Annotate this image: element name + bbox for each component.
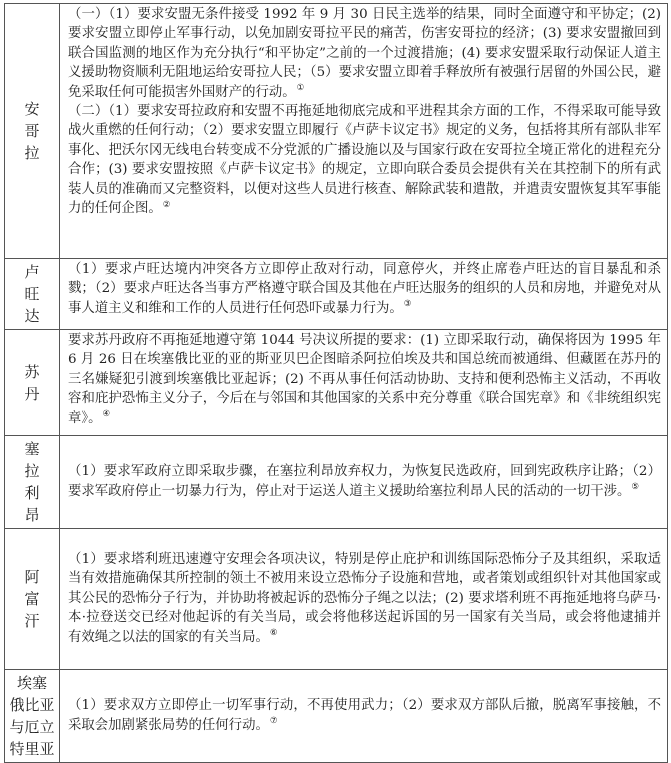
- demand-paragraph: [68, 5, 661, 102]
- demand-paragraph: [68, 331, 661, 428]
- demand-text: （1）要求塔利班迅速遵守安理会各项决议，特别是停止庇护和训练国际恐怖分子及其组织，采取适当有效措施确保其所控制的领土不被用来设立恐怖分子设施和营地，或者策划或组织针对其他国家或其公民的恐怖分子行为，并协助将被起诉的恐怖分子绳之以法；(2) 要求塔利班不再拖延地将乌萨马·本·拉登送交已经对他起诉的有关当局，或会将他移送起诉国的另一国家有关当局，或会将他逮捕并有效绳之以法的国家的有关当局。: [68, 551, 661, 645]
- country-name-char: 苏: [24, 362, 40, 381]
- country-name-char: 达: [24, 307, 40, 325]
- country-name-char: 旺: [24, 285, 40, 303]
- country-name-char: 昂: [24, 506, 40, 524]
- footnote-marker: ③: [403, 299, 412, 310]
- demand-text: （一）（1）要求安盟无条件接受 1992 年 9 月 30 日民主选举的结果，同时全面遵守和平协定；(2) 要求安盟立即停止军事行动，以免加剧安哥拉平民的痛苦，伤害安哥拉的经济；(3) 要求安盟撤回到联合国监测的地区作为充分执行“和平协定”之前的一个过渡措施；(4) 要求安盟采取行动保证人道主义援助物资顺利无阻地运给安哥拉人民；（5）要求安盟立即着手释放所有被强行居留的外国公民，避免采取任何可能损害外国财产的行动。: [68, 7, 661, 100]
- demand-paragraph: [68, 550, 661, 647]
- footnote-marker: ④: [102, 409, 111, 420]
- demand-text: （二）（1）要求安哥拉政府和安盟不再拖延地彻底完成和平进程其余方面的工作，不得采取可能导致战火重燃的任何行动；（2）要求安盟立即履行《卢萨卡议定书》规定的义务，包括将其所有部队非军事化、把沃尔冈无线电台转变成不分党派的广播设施以及与国家行政在安哥拉全境正常化的进程充分合作；(3) 要求安盟按照《卢萨卡议定书》的规定，立即向联合委员会提供有关在其控制下的所有武装人员的准确而又完整资料，以便对这些人员进行核查、解除武装和遣散，并遣责安盟恢复其军事能力的任何企图。: [68, 104, 661, 217]
- country-cell: [5, 330, 60, 436]
- demand-paragraph: [68, 462, 661, 501]
- country-name-char: 卢: [24, 263, 40, 281]
- footnote-marker: ②: [162, 199, 171, 210]
- footnote-marker: ⑤: [631, 482, 640, 493]
- footnote-marker: ⑥: [269, 628, 278, 639]
- table-row-ethiopia-eritrea: [5, 670, 668, 763]
- demands-cell: [60, 4, 668, 259]
- demands-cell: [60, 330, 668, 436]
- demand-paragraph: [68, 696, 661, 735]
- country-name-char: 汗: [24, 612, 40, 630]
- country-name-char: 哥: [24, 122, 40, 140]
- country-name-char: 丹: [24, 384, 40, 403]
- demand-text: （1）要求卢旺达境内冲突各方立即停止敌对行动，同意停火，并终止席卷卢旺达的盲目暴乱和杀戮；（2）要求卢旺达各当事方严格遵守联合国及其他在卢旺达服务的组织的人员和房地，并避免对从事人道主义和维和工作的人员进行任何恐吓或暴力行为。: [68, 262, 661, 316]
- country-name-char: 塞: [24, 440, 40, 458]
- country-name-char: 阿: [24, 568, 40, 586]
- demand-text: （1）要求军政府立即采取步骤，在塞拉利昂放弃权力，为恢复民选政府，回到宪政秩序让路；（2）要求军政府停止一切暴力行为，停止对于运送人道主义援助给塞拉利昂人民的活动的一切干涉。: [68, 464, 661, 499]
- table-row-afghanistan: [5, 529, 668, 670]
- demands-cell: [60, 259, 668, 330]
- table-row-sierra-leone: [5, 436, 668, 529]
- resolution-demands-table: [4, 3, 668, 763]
- country-cell: [5, 670, 60, 763]
- table-row-sudan: [5, 330, 668, 436]
- country-name-char: 利: [24, 484, 40, 502]
- demand-text: 要求苏丹政府不再拖延地遵守第 1044 号决议所提的要求：(1) 立即采取行动，确保将因为 1995 年 6 月 26 日在埃塞俄比亚的亚的斯亚贝巴企图暗杀阿拉伯埃及共和国总统而被通缉、但藏匿在苏丹的三名嫌疑犯引渡到埃塞俄比亚起诉；(2) 不再从事任何活动协助、支持和便利恐怖主义活动，不再收容和庇护恐怖主义分子，今后在与邻国和其他国家的关系中充分尊重《联合国宪章》和《非统组织宪章》。: [68, 333, 661, 426]
- country-cell: [5, 4, 60, 259]
- demands-cell: [60, 436, 668, 529]
- country-cell: [5, 436, 60, 529]
- demands-cell: [60, 670, 668, 763]
- country-name-line: 埃塞: [16, 674, 47, 692]
- table-row-angola: [5, 4, 668, 259]
- demand-paragraph: [68, 102, 661, 218]
- country-name-char: 富: [24, 590, 40, 608]
- country-cell: [5, 529, 60, 670]
- country-name-line: 俄比亚: [9, 696, 55, 714]
- country-cell: [5, 259, 60, 330]
- demands-cell: [60, 529, 668, 670]
- country-name-char: 安: [24, 100, 40, 118]
- footnote-marker: ⑦: [269, 716, 278, 727]
- table-row-rwanda: [5, 259, 668, 330]
- country-name-char: 拉: [24, 144, 40, 162]
- demand-paragraph: [68, 260, 661, 318]
- footnote-marker: ①: [296, 83, 305, 94]
- country-name-char: 拉: [24, 462, 40, 480]
- country-name-line: 与厄立: [9, 718, 55, 736]
- country-name-line: 特里亚: [9, 740, 55, 758]
- resolution-demands-table-page: [4, 3, 668, 758]
- demand-text: （1）要求双方立即停止一切军事行动，不再使用武力；（2）要求双方部队后撤，脱离军事接触，不采取会加剧紧张局势的任何行动。: [68, 698, 661, 733]
